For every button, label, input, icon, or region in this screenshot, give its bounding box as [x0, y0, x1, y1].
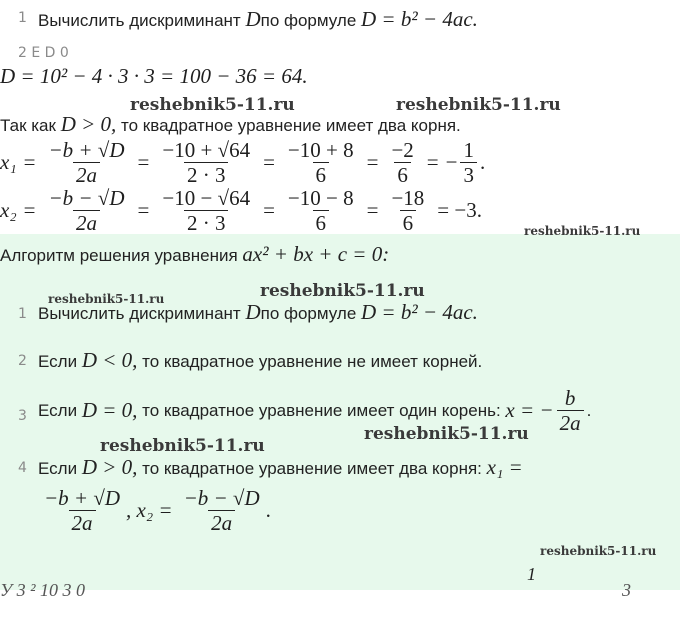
algorithm-step-1: Вычислить дискриминант Dпо формуле D = b² − 4ac.: [38, 300, 478, 324]
step-number: 1: [18, 306, 27, 322]
x2-equation: x₂ = $\frac{-b - √D}{2a}$ = $\frac{-10 - √64}{2 \cdot 3}$ = $\frac{-10 - 8}{6}$ = $\frac{-18}{6}$ = −3.: [0, 186, 482, 235]
watermark: reshebnik5-11.ru: [396, 95, 561, 115]
watermark: reshebnik5-11.ru: [100, 436, 265, 456]
watermark: reshebnik5-11.ru: [524, 224, 641, 238]
watermark: reshebnik5-11.ru: [364, 424, 529, 444]
algorithm-step-4: Если D > 0, то квадратное уравнение имеет два корня: x₁ =: [38, 455, 523, 479]
algorithm-step-4-formula: $\frac{-b + √D}{2a}$ , x₂ = $\frac{-b - √D}{2a}$ .: [44, 486, 271, 535]
step-number: 3: [18, 408, 27, 424]
discriminant-value: D = 10² − 4 · 3 · 3 = 100 − 36 = 64.: [0, 64, 308, 88]
algorithm-step-2: Если D < 0, то квадратное уравнение не имеет корней.: [38, 348, 483, 372]
step-number: 4: [18, 460, 27, 476]
watermark: reshebnik5-11.ru: [130, 95, 295, 115]
step-number: 2: [18, 353, 27, 369]
x1-equation: x₁ = $\frac{-b + √D}{2a}$ = $\frac{-10 + √64}{2 \cdot 3}$ = $\frac{-10 + 8}{6}$ = $\frac{-2}{6}$ = − $\frac{1}{3}$ .: [0, 138, 486, 187]
algorithm-step-3: Если D = 0, то квадратное уравнение имеет один корень: x = − $\frac{b}{2a}$ .: [38, 386, 592, 435]
step-number: 1: [18, 10, 27, 26]
watermark: reshebnik5-11.ru: [260, 281, 425, 301]
algorithm-title: Алгоритм решения уравнения ax² + bx + c = 0:: [0, 242, 390, 266]
top-step-text: Вычислить дискриминант Dпо формуле D = b² − 4ac.: [38, 7, 478, 31]
watermark: reshebnik5-11.ru: [48, 292, 165, 306]
clipped-line: 2 Е D 0: [18, 45, 69, 61]
reason-line: Так как D > 0, то квадратное уравнение имеет два корня.: [0, 112, 461, 136]
watermark: reshebnik5-11.ru: [540, 544, 657, 558]
bottom-clipped-line: У 3 ² 10 3 0 3: [0, 580, 631, 600]
bottom-fraction-numerator: 1: [527, 564, 536, 584]
